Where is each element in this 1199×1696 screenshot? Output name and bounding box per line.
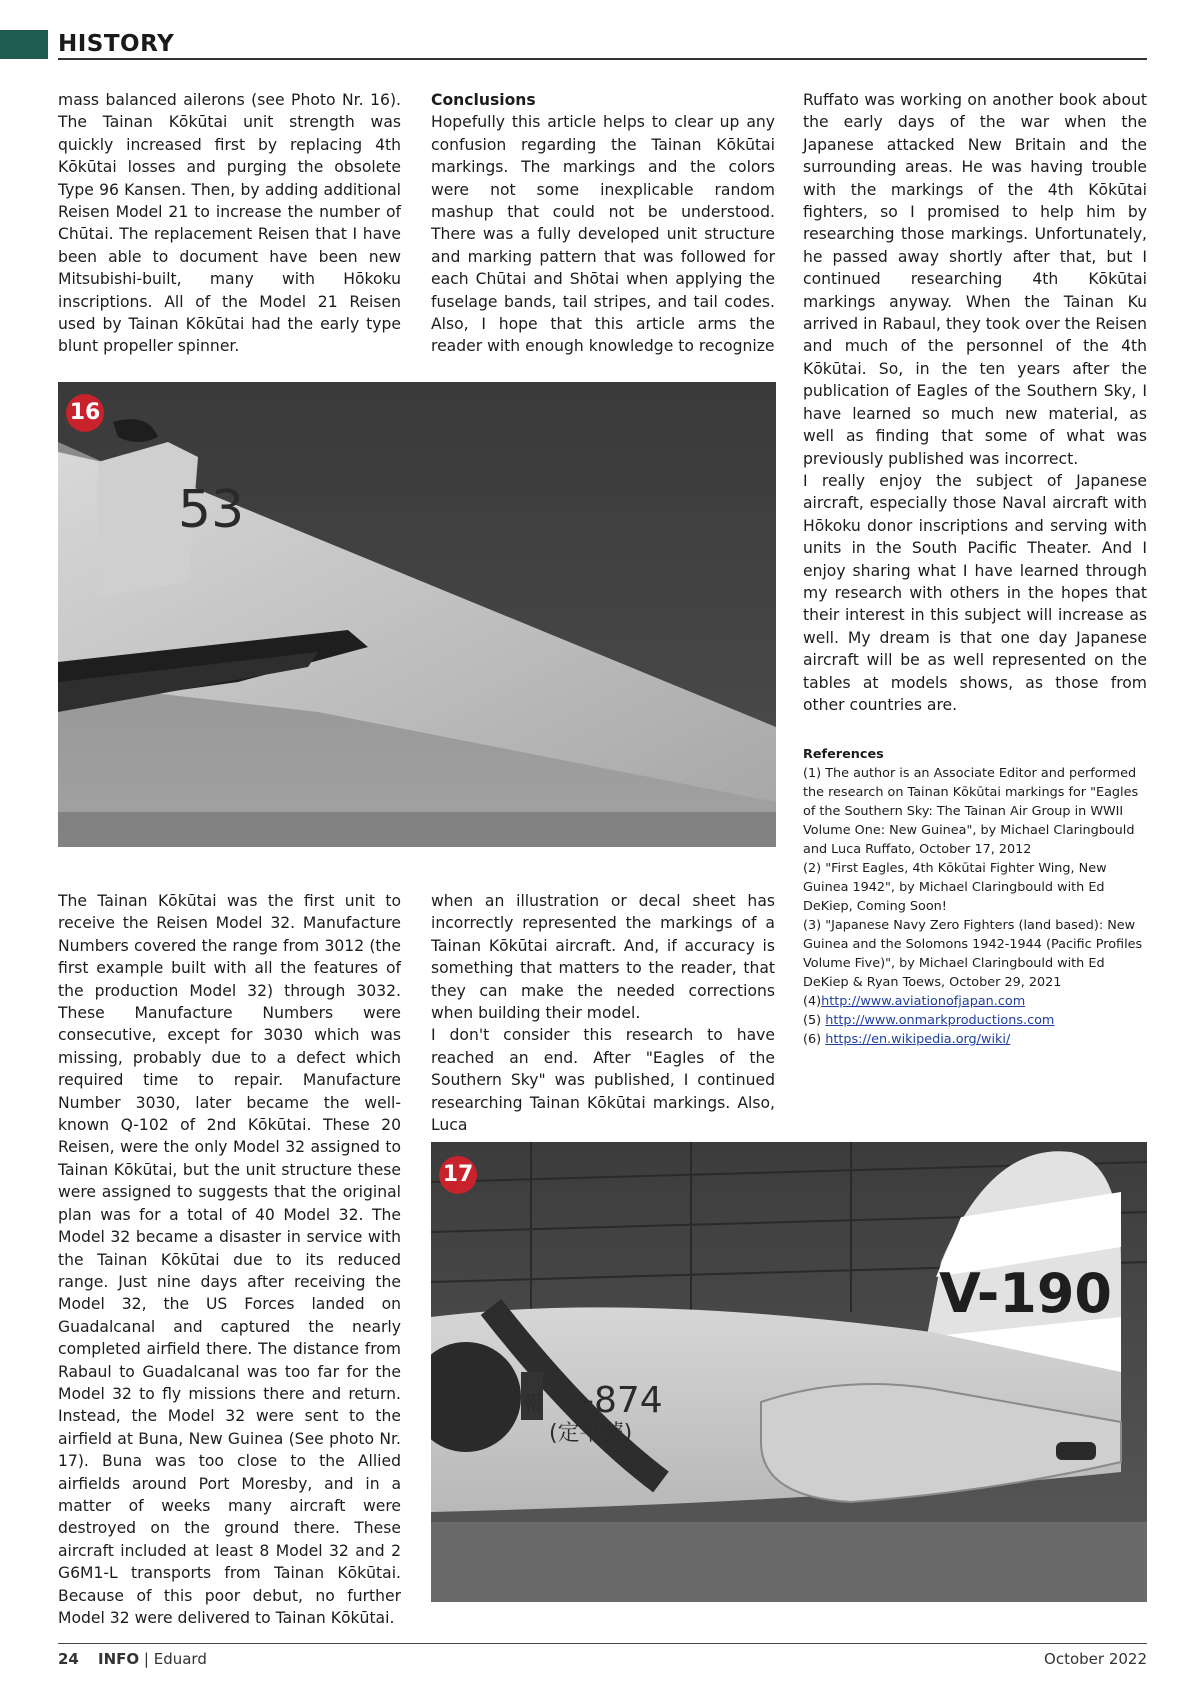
reference-link-row bbox=[803, 1011, 1147, 1030]
section-title: HISTORY bbox=[58, 31, 175, 57]
paragraph: The Tainan Kōkūtai was the first unit to receive the Reisen Model 32. Manufacture Numbers covered the range from 3012 (the first example built with all the features of the production Model 32) through 3032. These Manufacture Numbers were consecutive, except for 3030 which was missing, probably due to a defect which required time to repair. Manufacture Number 3030, later became the well-known Q-102 of 2nd Kōkūtai. These 20 Reisen, were the only Model 32 assigned to Tainan Kōkūtai, but the unit structure these were assigned to suggests that the original plan was for a total of 40 Model 32. The Model 32 became a disaster in service with the Tainan Kōkūtai due to its reduced range. Just nine days after receiving the Model 32, the US Forces landed on Guadalcanal and captured the nearly completed airfield there. The distance from Rabaul to Guadalcanal was too far for the Model 32 to fly missions there and return. Instead, the Model 32 were sent to the airfield at Buna, New Guinea (See photo Nr. 17). Buna was too close to the Allied airfields around Port Moresby, and in a matter of weeks many aircraft were destroyed on the ground there. These aircraft included at least 8 Model 32 and 2 G6M1-L transports from Tainan Kōkūtai. Because of this poor debut, no further Model 32 were delivered to Tainan Kōkūtai. bbox=[58, 892, 401, 1627]
photo-17-fuselage-code: -874 bbox=[581, 1380, 663, 1421]
photo-17-badge: 17 bbox=[439, 1156, 477, 1194]
footer-magazine-name: INFO bbox=[98, 1650, 140, 1668]
column-2-top bbox=[431, 89, 775, 358]
paragraph: I don't consider this research to have reached an end. After "Eagles of the Southern Sky" was published, I continued researching Tainan Kōkūtai markings. Also, Luca bbox=[431, 1026, 775, 1135]
reference-link-row bbox=[803, 1030, 1147, 1049]
reference-link-row bbox=[803, 992, 1147, 1011]
paragraph: when an illustration or decal sheet has incorrectly represented the markings of a Tainan Kōkūtai aircraft. And, if accuracy is something that matters to the reader, that they can make the needed corrections when building their model. bbox=[431, 892, 775, 1023]
photo-16-tail-number: 53 bbox=[178, 480, 245, 540]
paragraph: mass balanced ailerons (see Photo Nr. 16). The Tainan Kōkūtai unit strength was quickly increased first by replacing 4th Kōkūtai losses and purging the obsolete Type 96 Kansen. Then, by adding additional Reisen Model 21 to increase the number of Chūtai. The replacement Reisen that I have been able to document have been new Mitsubishi-built, many with Hōkoku inscriptions. All of the Model 21 Reisen used by Tainan Kōkūtai had the early type blunt propeller spinner. bbox=[58, 91, 401, 356]
reference-prefix: (5) bbox=[803, 1013, 826, 1028]
conclusions-heading: Conclusions bbox=[431, 91, 536, 109]
photo-17-fuselage-kanji: (定平號) bbox=[549, 1421, 633, 1446]
footer-page-number: 24 bbox=[58, 1650, 79, 1668]
column-2-bottom bbox=[431, 890, 775, 1136]
reference-item: (2) "First Eagles, 4th Kōkūtai Fighter Wing, New Guinea 1942", by Michael Claringbould with Ed DeKiep, Coming Soon! bbox=[803, 861, 1107, 914]
column-1-bottom bbox=[58, 890, 401, 1629]
footer-publisher: Eduard bbox=[153, 1650, 207, 1668]
reference-link-onmarkproductions[interactable]: http://www.onmarkproductions.com bbox=[825, 1013, 1055, 1028]
paragraph: Ruffato was working on another book about the early days of the war when the Japanese attacked New Britain and the surrounding areas. He was having trouble with the markings of the 4th Kōkūtai fighters, so I promised to help him by researching those markings. Unfortunately, he passed away shortly after that, but I continued researching 4th Kōkūtai markings anyway. When the Tainan Ku arrived in Rabaul, they took over the Reisen and much of the personnel of the 4th Kōkūtai. So, in the ten years after the publication of Eagles of the Southern Sky, I have learned so much new material, as well as finding that some of what was previously published was incorrect. bbox=[803, 91, 1147, 468]
reference-prefix: (4) bbox=[803, 994, 822, 1009]
reference-link-wikipedia[interactable]: https://en.wikipedia.org/wiki/ bbox=[825, 1032, 1011, 1047]
photo-17 bbox=[431, 1142, 1147, 1602]
paragraph: Hopefully this article helps to clear up any confusion regarding the Tainan Kōkūtai markings. The markings and the colors were not some inexplicable random mashup that could not be understood. There was a fully developed unit structure and marking pattern that was followed for each Chūtai and Shōtai when applying the fuselage bands, tail stripes, and tail codes. Also, I hope that this article arms the reader with enough knowledge to recognize bbox=[431, 113, 775, 356]
footer-separator: | bbox=[139, 1650, 154, 1668]
photo-16 bbox=[58, 382, 776, 847]
header-divider bbox=[58, 58, 1147, 60]
references bbox=[803, 745, 1147, 1049]
column-3-top bbox=[803, 89, 1147, 716]
footer-divider bbox=[58, 1643, 1147, 1644]
photo-17-image bbox=[431, 1142, 1147, 1602]
photo-17-kanji-left: 報 bbox=[523, 1391, 543, 1415]
reference-item: (1) The author is an Associate Editor and performed the research on Tainan Kōkūtai markings for "Eagles of the Southern Sky: The Tainan Air Group in WWII Volume One: New Guinea", by Michael Claringbould and Luca Ruffato, October 17, 2012 bbox=[803, 766, 1139, 857]
photo-16-image bbox=[58, 382, 776, 847]
footer-date: October 2022 bbox=[1044, 1650, 1147, 1668]
paragraph: I really enjoy the subject of Japanese aircraft, especially those Naval aircraft with Hōkoku donor inscriptions and serving with units in the South Pacific Theater. And I enjoy sharing what I have learned through my research with others in the hopes that their interest in this subject will increase as well. My dream is that one day Japanese aircraft will be as well represented on the tables at models shows, as those from other countries are. bbox=[803, 471, 1147, 714]
footer-magazine bbox=[98, 1650, 207, 1668]
reference-item: (3) "Japanese Navy Zero Fighters (land based): New Guinea and the Solomons 1942-1944 (Pacific Profiles Volume Five)", by Michael Claringbould with Ed DeKiep & Ryan Toews, October 29, 2021 bbox=[803, 918, 1143, 990]
reference-link-aviationofjapan[interactable]: http://www.aviationofjapan.com bbox=[821, 994, 1026, 1009]
photo-16-badge: 16 bbox=[66, 394, 104, 432]
reference-prefix: (6) bbox=[803, 1032, 826, 1047]
references-heading: References bbox=[803, 747, 884, 762]
header-color-tab bbox=[0, 30, 48, 59]
column-1-top bbox=[58, 89, 401, 358]
photo-17-tail-code: V-190 bbox=[939, 1262, 1112, 1325]
